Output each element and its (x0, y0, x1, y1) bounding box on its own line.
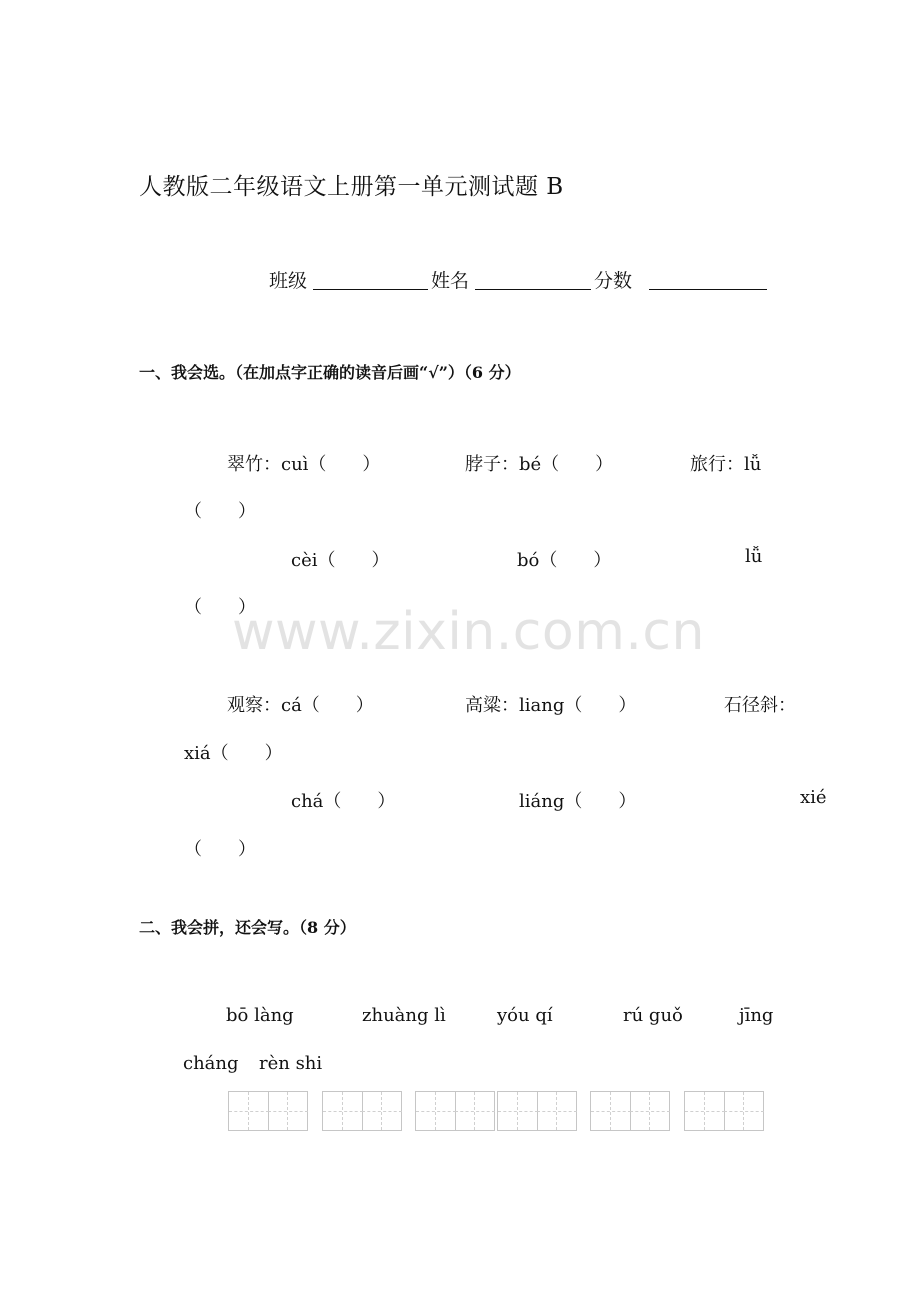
q1-item-lv: 旅行：lǚ (690, 454, 762, 475)
score-label: 分数 (594, 270, 633, 292)
q1-item-ca[interactable]: 观察：cá（ ） (227, 695, 374, 716)
pinyin-renshi: rèn shi (259, 1053, 323, 1074)
q1-item-liang[interactable]: 高粱：liang（ ） (465, 695, 637, 716)
name-label: 姓名 (431, 270, 470, 292)
score-blank[interactable] (649, 289, 767, 290)
writing-box-5[interactable] (590, 1091, 670, 1131)
pinyin-youqi: yóu qí (497, 1005, 553, 1026)
q1-item-xie-label: 石径斜： (724, 695, 796, 716)
section-2-heading: 二、我会拼，还会写。（8 分） (139, 918, 356, 937)
pinyin-zhuangli: zhuàng lì (362, 1005, 446, 1026)
writing-box-2[interactable] (322, 1091, 402, 1131)
class-blank[interactable] (313, 289, 428, 290)
pinyin-chang: cháng (183, 1053, 239, 1074)
page-title: 人教版二年级语文上册第一单元测试题 B (139, 174, 564, 200)
q1-item-liang2[interactable]: liáng（ ） (519, 791, 637, 812)
q1-item-be[interactable]: 脖子：bé（ ） (465, 454, 614, 475)
writing-box-6[interactable] (684, 1091, 764, 1131)
q1-item-cei[interactable]: cèi（ ） (291, 550, 390, 571)
q1-item-xie: xié (800, 787, 827, 808)
q1-item-lv-bracket[interactable]: （ ） (184, 501, 256, 522)
q1-item-lv2: lǚ (745, 546, 763, 567)
q1-item-xia[interactable]: xiá（ ） (184, 743, 283, 764)
writing-box-4[interactable] (497, 1091, 577, 1131)
q1-item-bo[interactable]: bó（ ） (517, 550, 612, 571)
section-1-heading: 一、我会选。（在加点字正确的读音后画“√”）（6 分） (139, 363, 521, 382)
writing-box-1[interactable] (228, 1091, 308, 1131)
writing-box-3[interactable] (415, 1091, 495, 1131)
watermark: www.zixin.com.cn (232, 602, 705, 662)
pinyin-bolang: bō làng (226, 1005, 294, 1026)
pinyin-jing: jīng (739, 1005, 774, 1026)
pinyin-ruguo: rú guǒ (623, 1005, 683, 1026)
class-label: 班级 (269, 270, 308, 292)
q1-item-cui[interactable]: 翠竹：cuì（ ） (227, 454, 381, 475)
q1-item-lv2-bracket[interactable]: （ ） (184, 597, 256, 618)
name-blank[interactable] (475, 289, 591, 290)
q1-item-xie-bracket[interactable]: （ ） (184, 839, 256, 860)
q1-item-cha[interactable]: chá（ ） (291, 791, 396, 812)
